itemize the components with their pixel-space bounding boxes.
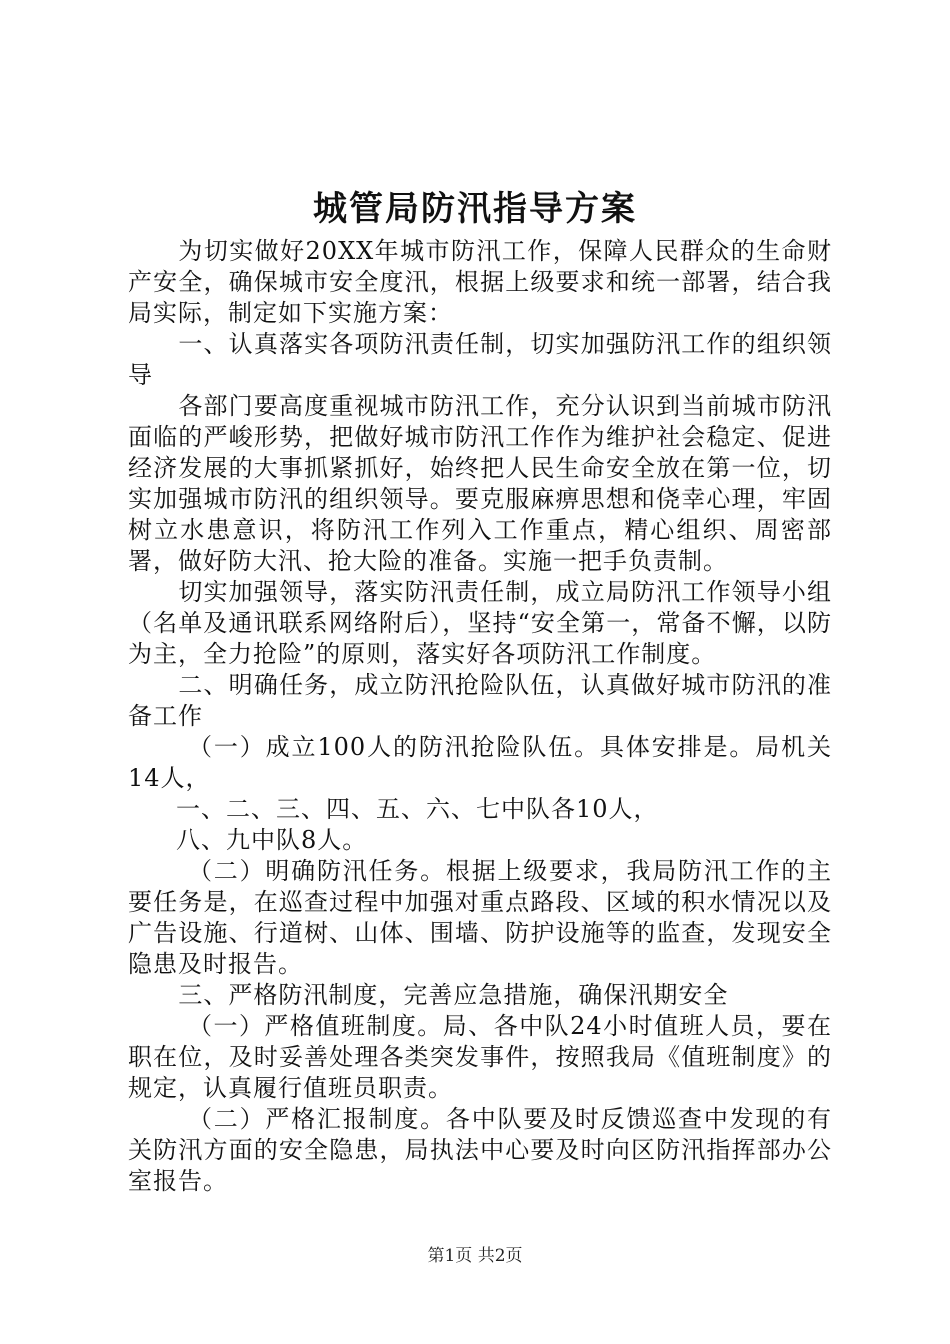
intro-paragraph: 为切实做好20XX年城市防汛工作，保障人民群众的生命财产安全，确保城市安全度汛，根据上级要求和统一部署，结合我局实际，制定如下实施方案： [128, 237, 832, 327]
sub-item-paragraph: （二）严格汇报制度。各中队要及时反馈巡查中发现的有关防汛方面的安全隐患，局执法中心要及时向区防汛指挥部办公室报告。 [128, 1105, 832, 1195]
document-title: 城管局防汛指导方案 [313, 189, 637, 229]
section-heading-2: 二、明确任务，成立防汛抢险队伍，认真做好城市防汛的准备工作 [128, 671, 832, 730]
body-paragraph: 切实加强领导，落实防汛责任制，成立局防汛工作领导小组（名单及通讯联系网络附后），坚持“安全第一，常备不懈，以防为主，全力抢险”的原则，落实好各项防汛工作制度。 [128, 578, 832, 668]
sub-item-paragraph: （一）成立100人的防汛抢险队伍。具体安排是。局机关14人， [128, 733, 832, 792]
body-paragraph: 八、九中队8人。 [176, 826, 368, 854]
sub-item-paragraph: （一）严格值班制度。局、各中队24小时值班人员，要在职在位，及时妥善处理各类突发事件，按照我局《值班制度》的规定，认真履行值班员职责。 [128, 1012, 832, 1102]
body-paragraph: 一、二、三、四、五、六、七中队各10人， [176, 795, 659, 823]
section-heading-1: 一、认真落实各项防汛责任制，切实加强防汛工作的组织领导 [128, 330, 832, 389]
document-body [128, 236, 832, 1197]
body-paragraph: 各部门要高度重视城市防汛工作，充分认识到当前城市防汛面临的严峻形势，把做好城市防汛工作作为维护社会稳定、促进经济发展的大事抓紧抓好，始终把人民生命安全放在第一位，切实加强城市防汛的组织领导。要克服麻痹思想和侥幸心理，牢固树立水患意识，将防汛工作列入工作重点，精心组织、周密部署，做好防大汛、抢大险的准备。实施一把手负责制。 [128, 392, 832, 575]
sub-item-paragraph: （二）明确防汛任务。根据上级要求，我局防汛工作的主要任务是，在巡查过程中加强对重点路段、区域的积水情况以及广告设施、行道树、山体、围墙、防护设施等的监查，发现安全隐患及时报告。 [128, 857, 832, 978]
section-heading-3: 三、严格防汛制度，完善应急措施，确保汛期安全 [178, 981, 729, 1009]
page-footer: 第1页 共2页 [427, 1246, 523, 1266]
